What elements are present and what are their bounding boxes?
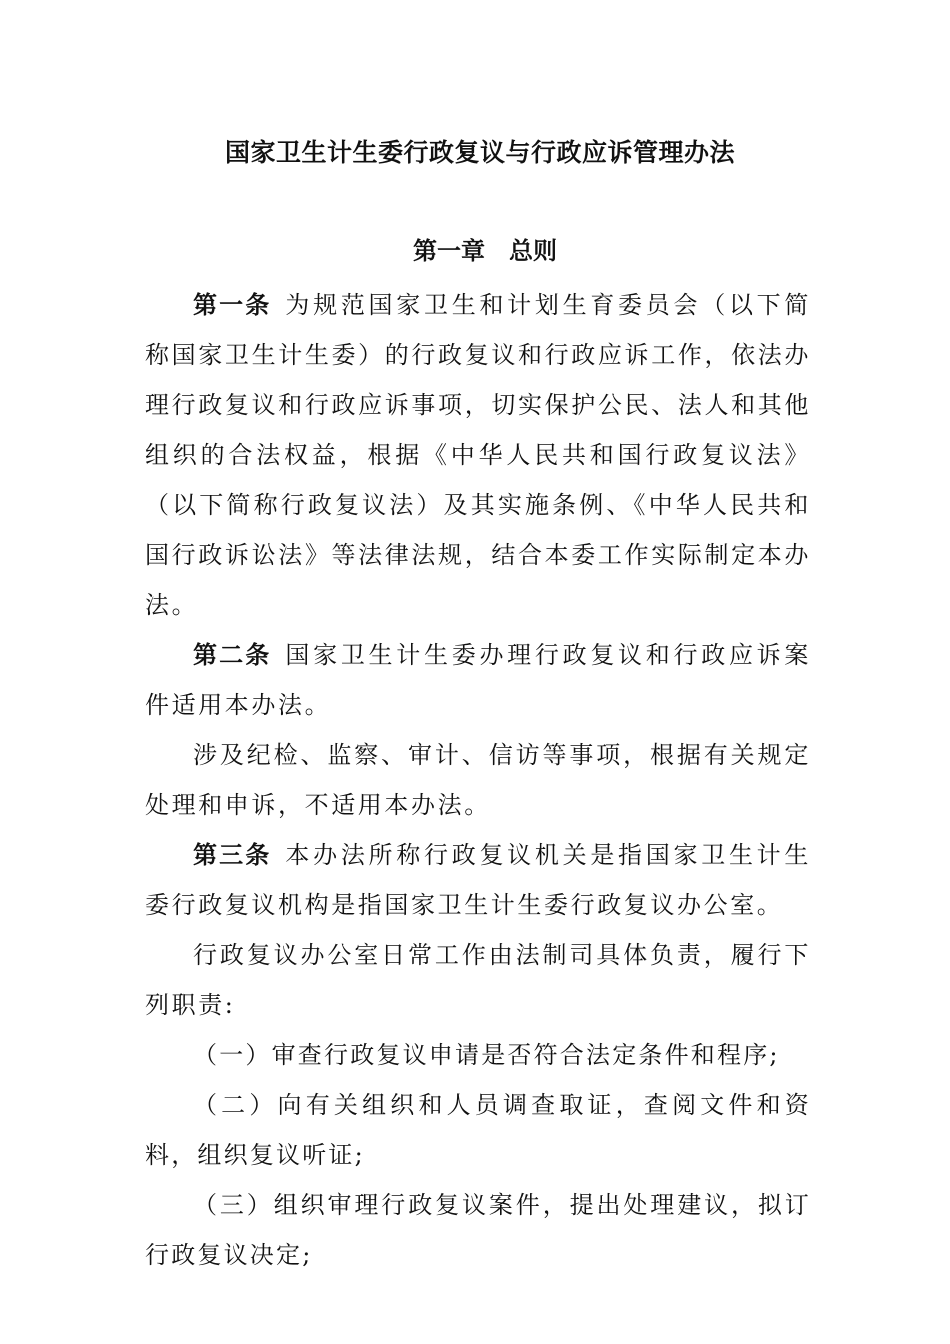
article-1 (145, 280, 811, 630)
article-2 (145, 630, 811, 730)
document-title: 国家卫生计生委行政复议与行政应诉管理办法 (224, 138, 735, 167)
article-text: 本办法所称行政复议机关是指国家卫生计生委行政复议机构是指国家卫生计生委行政复议办公室。 (145, 841, 811, 919)
article-text: 国家卫生计生委办理行政复议和行政应诉案件适用本办法。 (145, 641, 811, 719)
chapter-heading: 第一章 总则 (413, 237, 557, 265)
document-body (145, 280, 811, 1280)
article-3-paragraph: 行政复议办公室日常工作由法制司具体负责，履行下列职责: (145, 941, 811, 1019)
list-item: （三）组织审理行政复议案件，提出处理建议，拟订行政复议决定; (145, 1191, 811, 1269)
article-2-paragraph: 涉及纪检、监察、审计、信访等事项，根据有关规定处理和申诉，不适用本办法。 (145, 741, 811, 819)
list-item: （二）向有关组织和人员调查取证，查阅文件和资料，组织复议听证; (145, 1091, 811, 1169)
article-3 (145, 830, 811, 930)
article-label: 第二条 (193, 641, 272, 669)
list-item: （一）审查行政复议申请是否符合法定条件和程序; (193, 1041, 780, 1069)
article-label: 第三条 (193, 841, 272, 869)
article-text: 为规范国家卫生和计划生育委员会（以下简称国家卫生计生委）的行政复议和行政应诉工作，依法办理行政复议和行政应诉事项，切实保护公民、法人和其他组织的合法权益，根据《中华人民共和国行政复议法》（以下简称行政复议法）及其实施条例、《中华人民共和国行政诉讼法》等法律法规，结合本委工作实际制定本办法。 (145, 291, 811, 619)
article-label: 第一条 (193, 291, 272, 319)
